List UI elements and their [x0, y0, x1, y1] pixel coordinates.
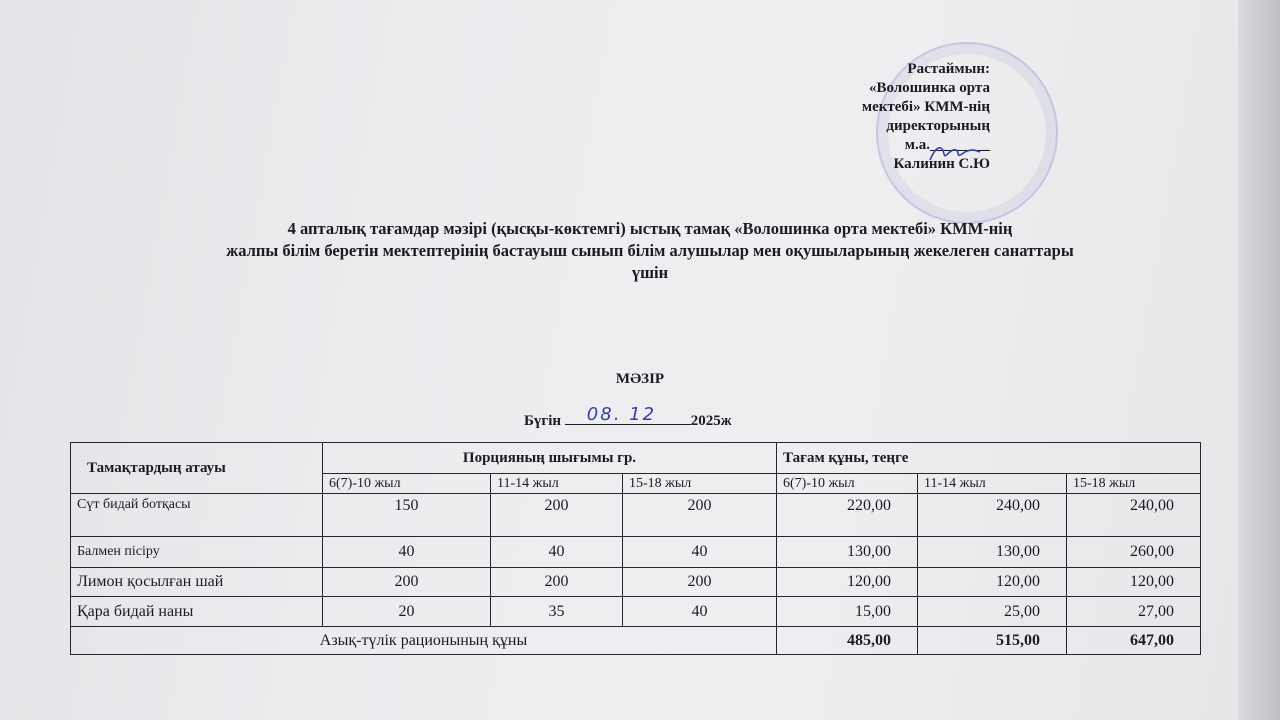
age-group-header: 15-18 жыл: [1067, 474, 1201, 494]
menu-table: [70, 442, 1201, 655]
approval-line: директорының: [886, 118, 990, 134]
header-dish-name: Тамақтардың атауы: [71, 443, 323, 494]
approval-line: м.а.________: [904, 137, 990, 153]
age-group-header: 15-18 жыл: [623, 474, 777, 494]
approval-line: Калинин С.Ю: [893, 156, 990, 172]
cost-cell: 130,00: [918, 537, 1067, 568]
cost-cell: 260,00: [1067, 537, 1201, 568]
title-line-2: жалпы білім беретін мектептерінің бастауыш сынып білім алушылар мен оқушыларының жекелеген санаттары: [226, 241, 1074, 260]
portion-cell: 200: [623, 568, 777, 597]
table-row: [71, 537, 1201, 568]
title-line-1: 4 апталық тағамдар мәзірі (қысқы-көктемгі) ыстық тамақ «Волошинка орта мектебі» КММ-нің: [287, 219, 1013, 238]
total-label: Азық-түлік рационының құны: [71, 627, 777, 655]
cost-cell: 120,00: [918, 568, 1067, 597]
approval-line: Растаймын:: [907, 61, 990, 77]
dish-name: Балмен пісіру: [71, 537, 323, 568]
portion-cell: 200: [623, 494, 777, 537]
cost-cell: 220,00: [777, 494, 918, 537]
portion-cell: 200: [491, 494, 623, 537]
cost-cell: 120,00: [777, 568, 918, 597]
table-row: [71, 494, 1201, 537]
portion-cell: 200: [491, 568, 623, 597]
dish-name: Сүт бидай ботқасы: [71, 494, 323, 537]
portion-cell: 40: [623, 537, 777, 568]
total-cost-cell: 485,00: [777, 627, 918, 655]
table-row: [71, 568, 1201, 597]
age-group-header: 11-14 жыл: [918, 474, 1067, 494]
portion-cell: 40: [323, 537, 491, 568]
table-header-row: [71, 443, 1201, 474]
cost-cell: 240,00: [1067, 494, 1201, 537]
document-title: [60, 218, 1240, 284]
total-cost-cell: 515,00: [918, 627, 1067, 655]
age-group-header: 6(7)-10 жыл: [777, 474, 918, 494]
header-cost: Тағам құны, теңге: [777, 443, 1201, 474]
title-line-3: үшін: [631, 263, 669, 282]
portion-cell: 150: [323, 494, 491, 537]
signature-image: [926, 140, 986, 166]
dish-name: Лимон қосылған шай: [71, 568, 323, 597]
portion-cell: 20: [323, 597, 491, 627]
total-row: [71, 627, 1201, 655]
date-fill-line: [565, 404, 691, 425]
approval-line: «Волошинка орта: [868, 80, 990, 96]
portion-cell: 35: [491, 597, 623, 627]
approval-line: мектебі» КММ-нің: [861, 99, 990, 115]
cost-cell: 130,00: [777, 537, 918, 568]
page-edge-shadow: [1238, 0, 1280, 720]
cost-cell: 15,00: [777, 597, 918, 627]
table-row: [71, 597, 1201, 627]
header-portion: Порцияның шығымы гр.: [323, 443, 777, 474]
date-year: 2025ж: [690, 413, 732, 429]
total-cost-cell: 647,00: [1067, 627, 1201, 655]
cost-cell: 120,00: [1067, 568, 1201, 597]
dish-name: Қара бидай наны: [71, 597, 323, 627]
cost-cell: 240,00: [918, 494, 1067, 537]
today-date-line: [524, 404, 732, 430]
handwritten-date: 08. 12: [586, 404, 657, 425]
portion-cell: 200: [323, 568, 491, 597]
cost-cell: 27,00: [1067, 597, 1201, 627]
cost-cell: 25,00: [918, 597, 1067, 627]
portion-cell: 40: [623, 597, 777, 627]
age-group-header: 11-14 жыл: [491, 474, 623, 494]
portion-cell: 40: [491, 537, 623, 568]
age-group-header: 6(7)-10 жыл: [323, 474, 491, 494]
today-label: Бүгін: [524, 413, 562, 429]
menu-heading: МӘЗІР: [615, 371, 665, 387]
